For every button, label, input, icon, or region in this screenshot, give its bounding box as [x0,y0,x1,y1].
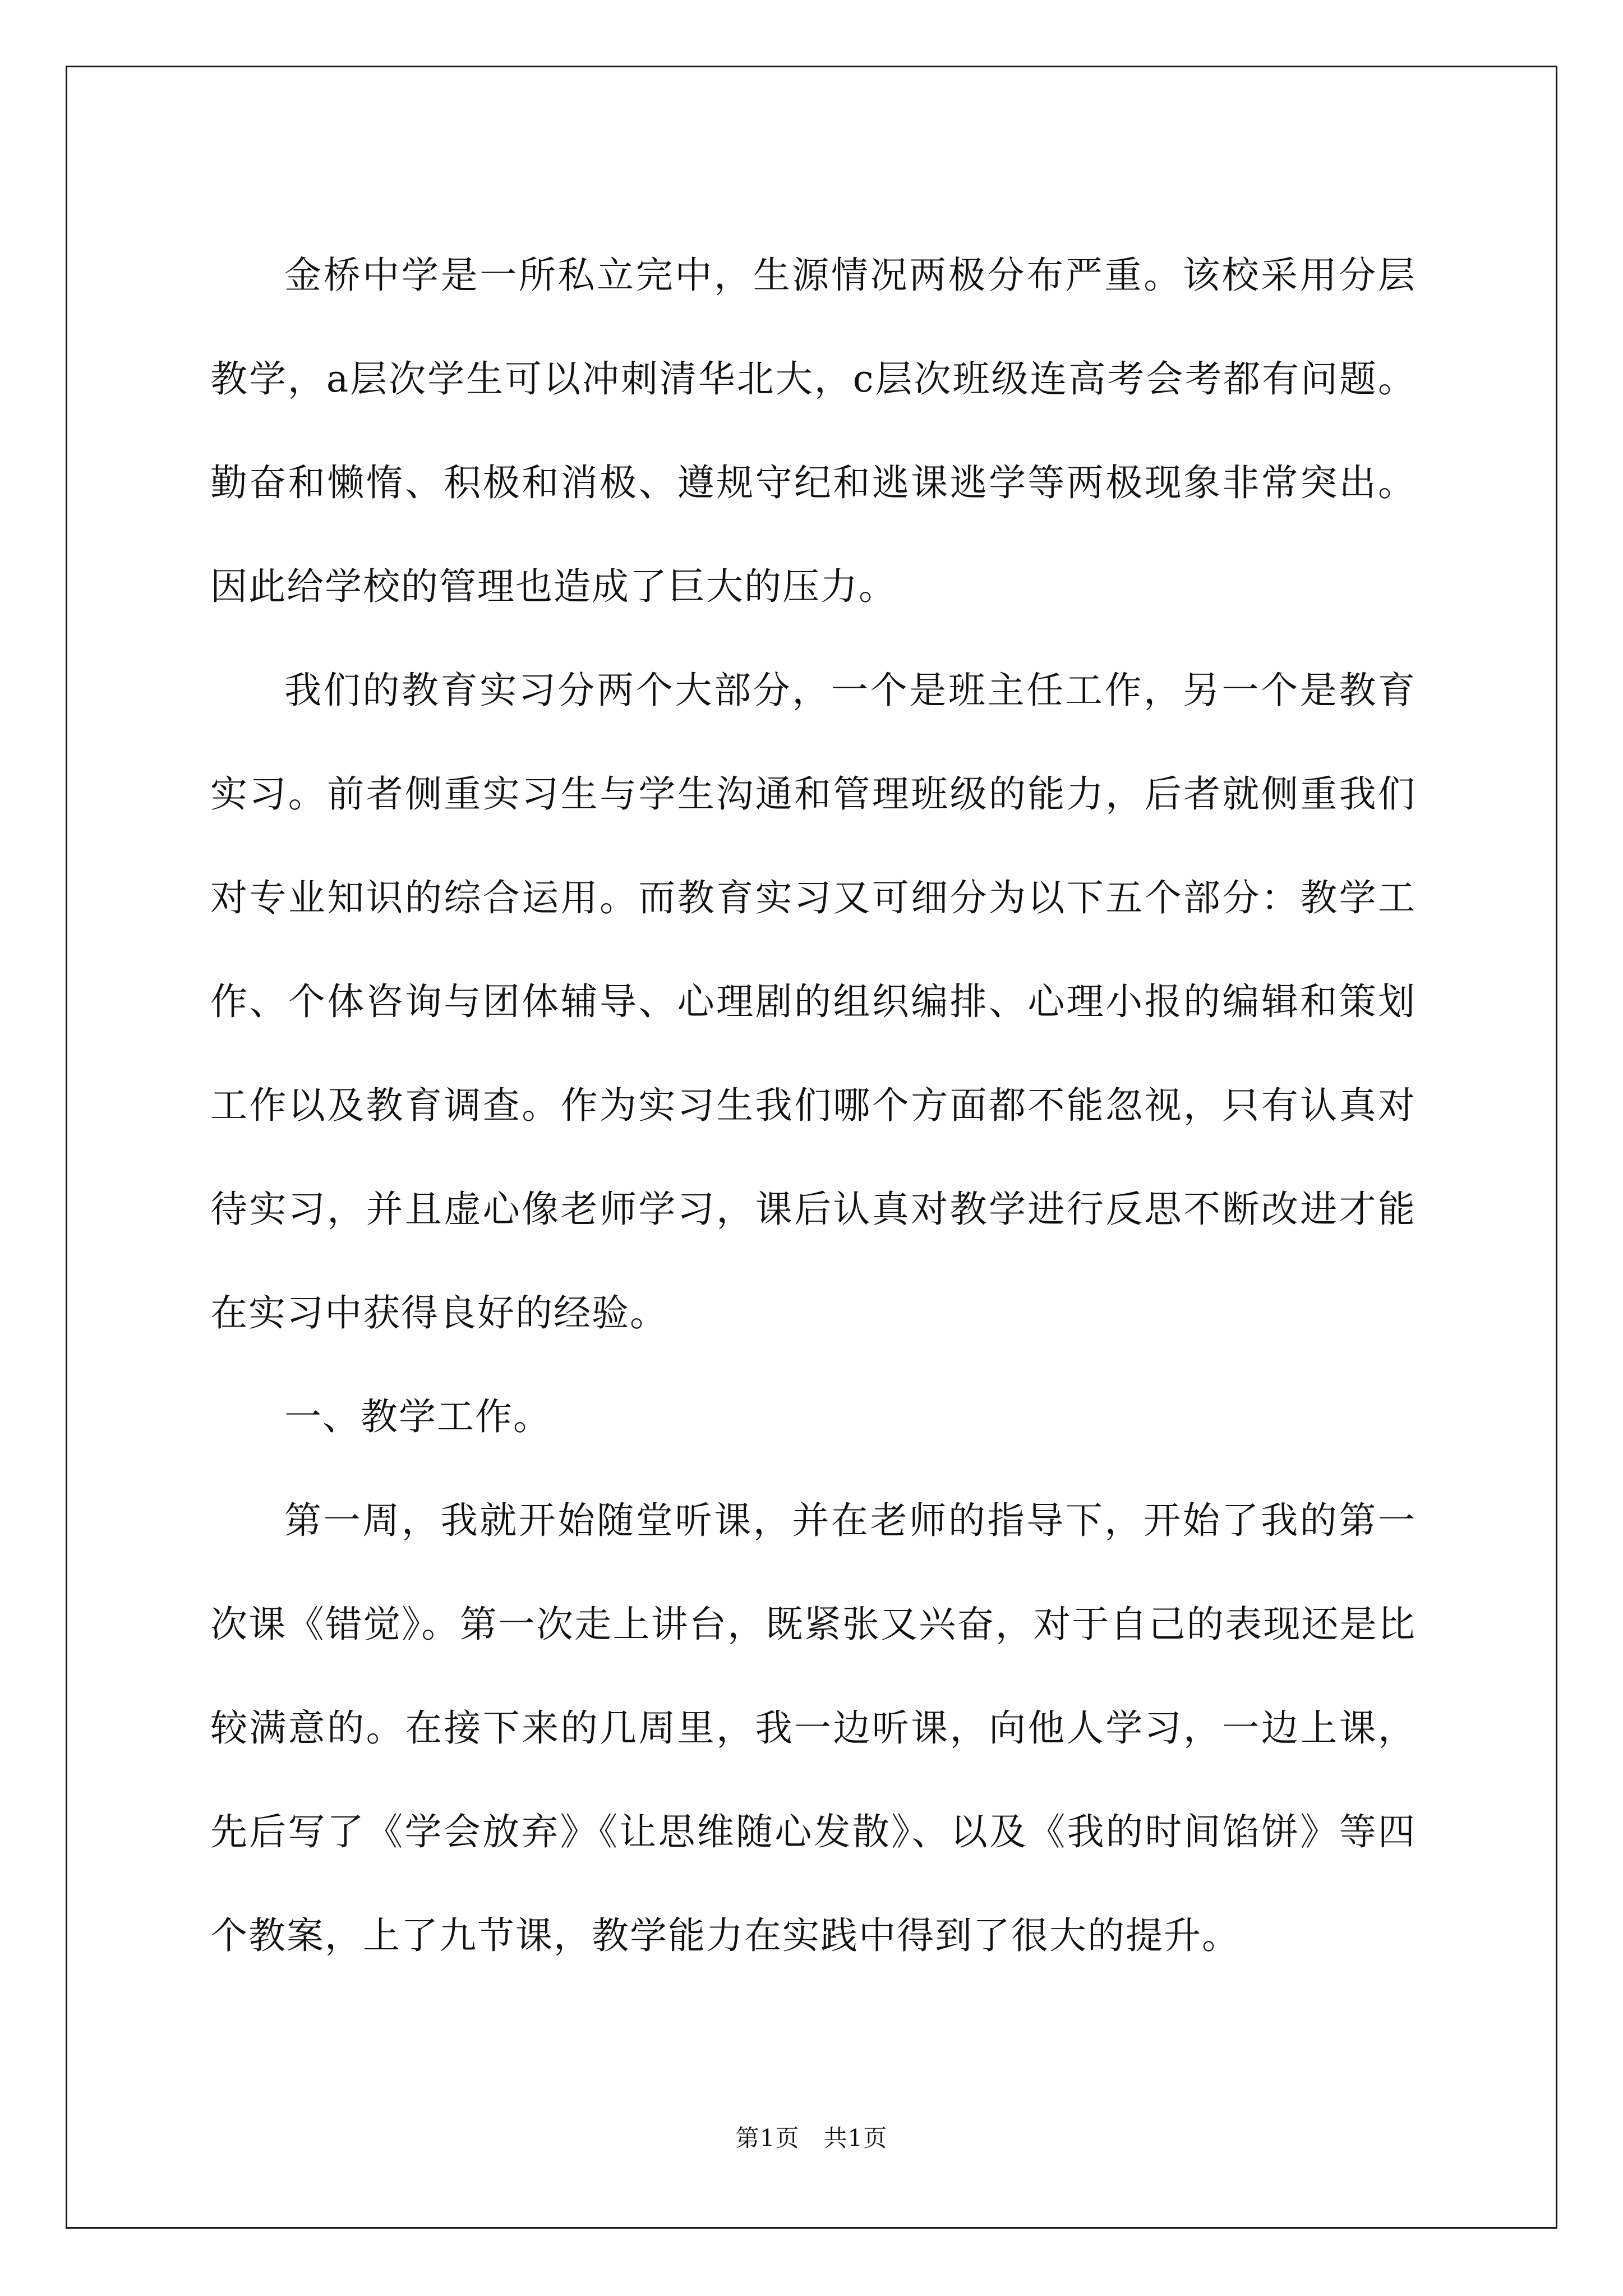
document-body [210,223,1416,1987]
paragraph-teaching-work: 第一周，我就开始随堂听课，并在老师的指导下，开始了我的第一次课《错觉》。第一次走上讲台，既紧张又兴奋，对于自己的表现还是比较满意的。在接下来的几周里，我一边听课，向他人学习，一边上课，先后写了《学会放弃》《让思维随心发散》、以及《我的时间馅饼》等四个教案，上了九节课，教学能力在实践中得到了很大的提升。 [210,1499,1416,1957]
section-heading-teaching: 一、教学工作。 [284,1395,551,1438]
page-number: 第1页 共1页 [735,2124,888,2152]
paragraph-school-intro: 金桥中学是一所私立完中，生源情况两极分布严重。该校采用分层教学，a层次学生可以冲刺清华北大，c层次班级连高考会考都有问题。勤奋和懒惰、积极和消极、遵规守纪和逃课逃学等两极现象非常突出。因此给学校的管理也造成了巨大的压力。 [210,254,1416,608]
paragraph-internship-overview: 我们的教育实习分两个大部分，一个是班主任工作，另一个是教育实习。前者侧重实习生与学生沟通和管理班级的能力，后者就侧重我们对专业知识的综合运用。而教育实习又可细分为以下五个部分：教学工作、个体咨询与团体辅导、心理剧的组织编排、心理小报的编辑和策划工作以及教育调查。作为实习生我们哪个方面都不能忽视，只有认真对待实习，并且虚心像老师学习，课后认真对教学进行反思不断改进才能在实习中获得良好的经验。 [210,669,1416,1335]
